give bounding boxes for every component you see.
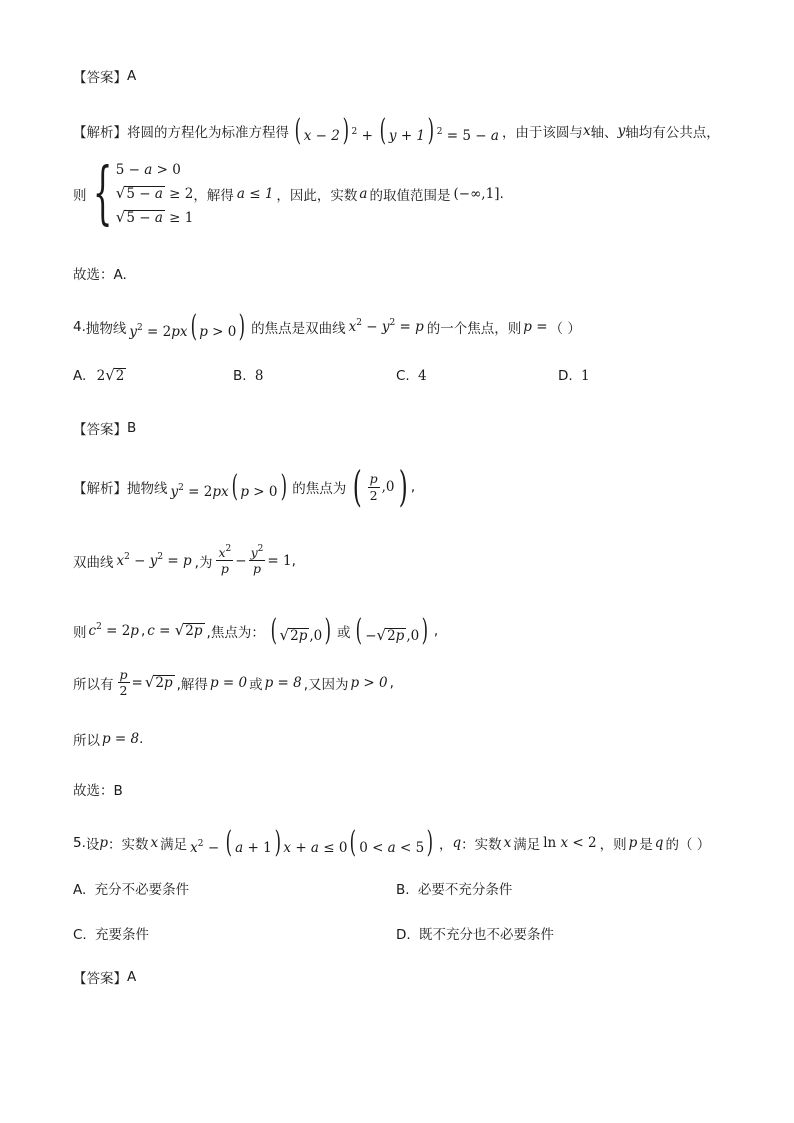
analysis-text: , — [389, 674, 394, 691]
answer-tag: 【答案】 — [73, 70, 127, 86]
stem-text: 设 — [85, 837, 100, 853]
analysis-text: , — [433, 623, 439, 639]
stem-text: 是 — [639, 837, 653, 853]
var-p: p — [99, 835, 109, 851]
q4-analysis-line-3 — [73, 613, 439, 648]
log-inequality: ln x < 2 — [543, 835, 597, 851]
question-number: 5. — [73, 835, 86, 851]
analysis-text: , — [140, 623, 146, 639]
q5-answer-line — [73, 967, 136, 987]
analysis-tag: 【解析】 — [73, 125, 127, 141]
stem-text: ， — [438, 837, 453, 853]
var-q: q — [654, 835, 664, 851]
analysis-text: . — [139, 731, 144, 747]
q3-answer-line — [73, 66, 136, 86]
left-brace: { — [92, 154, 112, 233]
q4-answer-line — [73, 418, 136, 438]
analysis-text: 轴、 — [590, 125, 618, 141]
analysis-text: , — [291, 552, 296, 569]
q5-option-d[interactable]: D. 既不充分也不必要条件 — [396, 927, 554, 943]
stem-text: 的（ ） — [665, 837, 711, 853]
stem-text: 满足 — [513, 837, 541, 853]
analysis-text: ，由于该圆与 — [501, 125, 583, 141]
answer-value: A — [127, 969, 137, 985]
var-a: a — [359, 186, 368, 202]
q4-option-b[interactable]: B. 8 — [233, 368, 264, 384]
focus-point: ( $\frac{p}{2}$ ,0 ) — [352, 462, 408, 511]
range-interval: (−∞,1] — [453, 186, 500, 202]
analysis-text: ,为 — [194, 554, 213, 571]
circle-standard-equation: ( x − 2) $^2$ + ( y + 1) $^2$ = 5 − a — [294, 113, 499, 148]
q4-option-d[interactable]: D. 1 — [558, 368, 590, 384]
inequality-system — [87, 154, 194, 233]
final-p: p = 8 — [102, 731, 140, 747]
var-y: y — [617, 123, 626, 139]
result-inequality: a ≤ 1 — [236, 186, 274, 202]
q4-analysis-line-4 — [73, 668, 394, 697]
analysis-text: ,解得 — [176, 676, 208, 693]
answer-tag: 【答案】 — [73, 971, 127, 987]
p-equals: p = — [523, 319, 548, 335]
then-label: 则 — [73, 188, 87, 204]
parabola-equation: $y^2 = 2px$( p > 0) — [129, 309, 246, 344]
analysis-text: . — [499, 186, 504, 202]
answer-value: A — [127, 68, 137, 84]
q5-option-a[interactable]: A. 充分不必要条件 — [73, 882, 190, 898]
analysis-text: 将圆的方程化为标准方程得 — [127, 125, 289, 141]
stem-text: 的一个焦点，则 — [426, 321, 522, 337]
stem-text: ：实数 — [108, 837, 149, 853]
analysis-text: , — [410, 479, 416, 495]
analysis-text: 的取值范围是 — [369, 188, 451, 204]
analysis-text: ,又因为 — [303, 676, 349, 693]
q4-analysis-line-2 — [73, 546, 296, 575]
var-x: x — [503, 835, 512, 851]
var-p: p — [628, 835, 638, 851]
analysis-text: 所以有 — [73, 676, 114, 693]
q3-system-line — [73, 154, 504, 233]
q4-stem — [73, 309, 581, 344]
c-equation: c = √ 2p — [147, 621, 203, 639]
focus-point-negative: ( − √ 2p ,0) — [356, 613, 429, 648]
system-row-3: √ 5 − a ≥ 1 — [115, 208, 194, 226]
q5-option-c[interactable]: C. 充要条件 — [73, 927, 150, 943]
stem-text: 抛物线 — [85, 321, 127, 337]
var-x: x — [582, 123, 591, 139]
q4-option-a[interactable]: A. 2 √ 2 — [73, 366, 125, 384]
analysis-text: 则 — [73, 625, 87, 641]
q4-analysis-line-5 — [73, 729, 143, 749]
hyperbola-standard-form: $\frac{x^2}{p}$ − $\frac{y^2}{p}$ = 1 — [218, 544, 292, 577]
stem-text: ：实数 — [461, 837, 502, 853]
c-squared-equation: $c^2 = 2p$ — [88, 622, 139, 639]
analysis-text: 轴均有公共点， — [625, 125, 720, 141]
analysis-text: 或 — [249, 676, 263, 693]
analysis-text: ,焦点为： — [206, 625, 265, 641]
q5-stem — [73, 825, 711, 860]
stem-text: 的焦点是双曲线 — [251, 321, 346, 337]
q4-analysis-line-1 — [73, 462, 416, 511]
analysis-text: 双曲线 — [73, 554, 114, 571]
choice-text: 故选：A. — [73, 267, 127, 283]
stem-text: 满足 — [160, 837, 188, 853]
q3-choice-line — [73, 263, 127, 283]
answer-value: B — [127, 420, 137, 436]
analysis-text: ，因此，实数 — [276, 188, 358, 204]
analysis-tag: 【解析】 — [73, 481, 127, 497]
question-number: 4. — [73, 319, 86, 335]
system-row-2: √ 5 − a ≥ 2 — [115, 184, 194, 202]
solution-p-0: p = 0 — [209, 674, 248, 691]
var-x: x — [150, 835, 159, 851]
analysis-text: 抛物线 — [127, 481, 168, 497]
var-q: q — [452, 835, 462, 851]
q4-choice-line — [73, 779, 123, 799]
equation-p-half: $\frac{p}{2}$ = √ 2p — [119, 667, 173, 699]
parabola-equation: $y^2 = 2px$( p > 0) — [170, 469, 287, 504]
condition-p-positive: p > 0 — [350, 674, 388, 691]
system-row-1: 5 − a > 0 — [115, 162, 181, 178]
q3-analysis-line — [73, 113, 720, 148]
analysis-text: 的焦点为 — [292, 481, 347, 497]
focus-point-positive: ( √ 2p ,0) — [270, 613, 332, 648]
hyperbola-equation: $x^2 - y^2 = p$ — [116, 551, 192, 569]
analysis-text: 或 — [336, 625, 351, 641]
q5-option-b[interactable]: B. 必要不充分条件 — [396, 882, 513, 898]
analysis-text: ，解得 — [193, 188, 234, 204]
answer-tag: 【答案】 — [73, 422, 127, 438]
stem-text: （ ） — [549, 321, 581, 337]
stem-text: ，则 — [599, 837, 627, 853]
q4-option-c[interactable]: C. 4 — [396, 368, 427, 384]
solution-p-8: p = 8 — [264, 674, 302, 691]
hyperbola-equation: $x^2 - y^2 = p$ — [348, 318, 424, 335]
option-a-value: 2 √ 2 — [96, 366, 125, 384]
choice-text: 故选：B — [73, 783, 123, 799]
quadratic-inequality: $x^2$ − ( a + 1) x + a ≤ 0( 0 < a < 5) — [190, 825, 434, 860]
analysis-text: 所以 — [73, 733, 100, 749]
